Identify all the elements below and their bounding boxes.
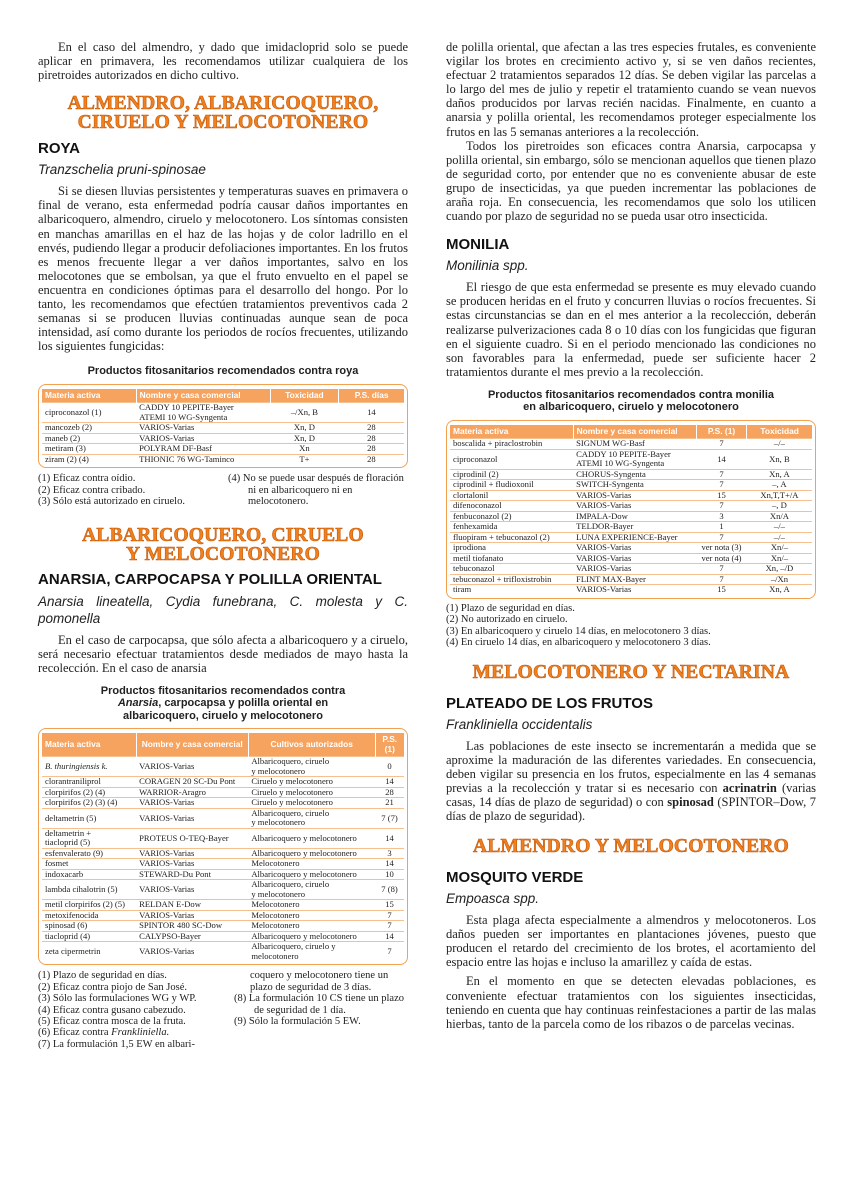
section-title-line1: ALMENDRO, ALBARICOQUERO,	[67, 93, 379, 115]
table-row	[42, 444, 404, 455]
table-row	[42, 787, 404, 798]
table-cell: VARIOS-Varias	[573, 564, 696, 575]
monilia-paragraph: El riesgo de que esta enfermedad se presente es muy elevado cuando se producen heridas en el fruto y concurren lluvias o rocíos frecuentes. Si estas circunstancias se dan en el mes anterior a la recolección, deberán realizarse pulverizaciones cada 8 o 10 días con los fungicidas que figuran en el siguiente cuadro. Si en el periodo mencionado las condiciones no son favorables para la enfermedad, puede ser suficiente hacer 2 tratamientos durante el mes previo a la recolección.	[446, 280, 816, 379]
anarsia-note: (5) Eficaz contra mosca de la fruta.	[38, 1016, 186, 1028]
table-cell: 28	[339, 423, 404, 434]
th-ps: P.S. (1)	[696, 425, 747, 439]
table-cell: VARIOS-Varias	[136, 433, 270, 444]
anarsia-note: (2) Eficaz contra piojo de San José.	[38, 981, 187, 993]
table-cell: Ciruelo y melocotonero	[248, 777, 375, 788]
table-row	[42, 423, 404, 434]
table-cell: Xn, –/D	[747, 564, 812, 575]
table-cell: Melocotonero	[248, 859, 375, 870]
monilia-table	[450, 425, 812, 595]
table-cell: Xn,T,T+/A	[747, 490, 812, 501]
table-cell: tebuconazol + trifloxistrobin	[450, 574, 573, 585]
table-cell: Ciruelo y melocotonero	[248, 787, 375, 798]
th-ps: P.S. días	[339, 389, 404, 403]
table-cell: ciprodinil (2)	[450, 469, 573, 480]
table-cell: VARIOS-Varias	[136, 910, 248, 921]
section-title-line2: CIRUELO Y MELOCOTONERO	[77, 112, 369, 134]
monilia-table-box	[446, 420, 816, 599]
table-cell: deltametrin + tiacloprid (5)	[42, 828, 136, 848]
table-cell: maneb (2)	[42, 433, 136, 444]
pest-title-anarsia: ANARSIA, CARPOCAPSA Y POLILLA ORIENTAL	[38, 570, 382, 588]
table-cell: VARIOS-Varias	[136, 423, 270, 434]
table-cell: 3	[696, 511, 747, 522]
table-row	[450, 490, 812, 501]
table-cell: SWITCH-Syngenta	[573, 480, 696, 491]
table-cell: 7	[696, 501, 747, 512]
table-cell: 7	[375, 921, 404, 932]
table-cell: Albaricoquero y melocotonero	[248, 869, 375, 880]
anarsia-table-title-line2: , carpocapsa y polilla oriental en	[158, 697, 329, 710]
table-cell: ver nota (3)	[696, 543, 747, 554]
table-cell: 7	[375, 910, 404, 921]
table-cell: Melocotonero	[248, 921, 375, 932]
table-cell: 7	[696, 480, 747, 491]
table-cell: –/Xn	[747, 574, 812, 585]
anarsia-note: (3) Sólo las formulaciones WG y WP.	[38, 993, 197, 1005]
table-cell: 1	[696, 522, 747, 533]
table-cell: esfenvalerato (9)	[42, 848, 136, 859]
table-cell: VARIOS-Varias	[573, 501, 696, 512]
table-cell: fosmet	[42, 859, 136, 870]
anarsia-table-box	[38, 728, 408, 965]
table-cell: Xn, B	[747, 449, 812, 469]
intro-paragraph: En el caso del almendro, y dado que imidacloprid solo se puede aplicar en primavera, les recomendamos utilizar cualquiera de los piretroides autorizados en dicho cultivo.	[38, 40, 408, 83]
table-cell: ver nota (4)	[696, 553, 747, 564]
table-cell: VARIOS-Varias	[136, 798, 248, 809]
table-cell: deltametrin (5)	[42, 808, 136, 828]
table-cell: Xn, D	[270, 423, 339, 434]
table-cell: –/–	[747, 439, 812, 450]
table-row	[42, 403, 404, 423]
table-cell: zeta cipermetrin	[42, 942, 136, 962]
right-column	[446, 40, 816, 1031]
table-cell: –/–	[747, 532, 812, 543]
th-nombre: Nombre y casa comercial	[136, 389, 270, 403]
monilia-table-title	[446, 389, 816, 414]
table-cell: iprodiona	[450, 543, 573, 554]
table-row	[450, 574, 812, 585]
table-cell: clorantraniliprol	[42, 777, 136, 788]
table-cell: VARIOS-Varias	[573, 543, 696, 554]
roya-table-title: Productos fitosanitarios recomendados contra roya	[87, 365, 359, 378]
table-cell: WARRIOR-Aragro	[136, 787, 248, 798]
table-cell: IMPALA-Dow	[573, 511, 696, 522]
anarsia-table-title	[38, 685, 408, 723]
roya-table-box	[38, 384, 408, 469]
table-row	[450, 480, 812, 491]
table-cell: 14	[339, 403, 404, 423]
table-cell: 3	[375, 848, 404, 859]
table-cell: 7	[375, 942, 404, 962]
th-cultivos: Cultivos autorizados	[248, 733, 375, 757]
roya-notes	[38, 473, 408, 507]
roya-table-header	[42, 389, 404, 403]
table-row	[42, 777, 404, 788]
table-cell: Xn/–	[747, 553, 812, 564]
table-cell: –/Xn, B	[270, 403, 339, 423]
table-row	[42, 454, 404, 464]
section-title-almendro-albaricoquero	[38, 94, 408, 132]
table-cell: 14	[375, 931, 404, 942]
table-cell: CORAGEN 20 SC-Du Pont	[136, 777, 248, 788]
monilia-note: (2) No autorizado en ciruelo.	[446, 614, 568, 626]
table-row	[450, 564, 812, 575]
table-row	[42, 859, 404, 870]
table-row	[450, 511, 812, 522]
table-cell: Albaricoquero y melocotonero	[248, 828, 375, 848]
table-row	[450, 501, 812, 512]
table-row	[450, 532, 812, 543]
left-column	[38, 40, 408, 1050]
monilia-table-title-line1: Productos fitosanitarios recomendados contra monilia	[487, 388, 775, 401]
table-cell: 15	[375, 900, 404, 911]
table-cell: POLYRAM DF-Basf	[136, 444, 270, 455]
table-row	[42, 848, 404, 859]
anarsia-table	[42, 733, 404, 961]
table-cell: Albaricoquero, ciruelo y melocotonero	[248, 880, 375, 900]
table-cell: Albaricoquero, ciruelo y melocotonero	[248, 808, 375, 828]
table-cell: 15	[696, 585, 747, 595]
table-cell: FLINT MAX-Bayer	[573, 574, 696, 585]
anarsia-note: (8) La formulación 10 CS tiene un plazo de seguridad de 1 día.	[234, 993, 404, 1016]
table-cell: clorpirifos (2) (4)	[42, 787, 136, 798]
piretroides-paragraph: Todos los piretroides son eficaces contra Anarsia, carpocapsa y polilla oriental, sin embargo, sólo se mencionan aquellos que tienen plazo de seguridad corto, por entender que no es conveniente abusar de este grupo de insecticidas, ya que pueden incrementar las poblaciones de araña roja. En consecuencia, les recomendamos que solo los utilicen cuando por plazo de seguridad no se pueda usar otro insecticida.	[446, 138, 816, 224]
table-cell: VARIOS-Varias	[573, 490, 696, 501]
table-cell: 7	[696, 469, 747, 480]
table-cell: metiram (3)	[42, 444, 136, 455]
table-cell: Xn	[270, 444, 339, 455]
scientific-name-anarsia: Anarsia lineatella, Cydia funebrana, C. molesta y C. pomonella	[38, 593, 408, 626]
monilia-note: (1) Plazo de seguridad en días.	[446, 602, 575, 614]
table-row	[42, 757, 404, 777]
table-cell: Albaricoquero y melocotonero	[248, 931, 375, 942]
th-nombre: Nombre y casa comercial	[136, 733, 248, 757]
table-cell: 7 (7)	[375, 808, 404, 828]
table-cell: 14	[375, 828, 404, 848]
table-cell: 28	[339, 433, 404, 444]
table-cell: fluopiram + tebuconazol (2)	[450, 532, 573, 543]
table-cell: 28	[375, 787, 404, 798]
table-cell: B. thuringiensis k.	[42, 757, 136, 777]
table-cell: 28	[339, 454, 404, 464]
anarsia-table-title-line3: albaricoquero, ciruelo y melocotonero	[123, 709, 323, 722]
th-toxicidad: Toxicidad	[270, 389, 339, 403]
table-row	[450, 439, 812, 450]
table-row	[42, 880, 404, 900]
table-cell: metil clorpirifos (2) (5)	[42, 900, 136, 911]
th-toxicidad: Toxicidad	[747, 425, 812, 439]
table-cell: –/–	[747, 522, 812, 533]
table-cell: tiram	[450, 585, 573, 595]
table-row	[42, 808, 404, 828]
table-cell: 7	[696, 574, 747, 585]
anarsia-note: (1) Plazo de seguridad en días.	[38, 970, 167, 982]
table-row	[42, 869, 404, 880]
anarsia-note-text: (6) Eficaz contra	[38, 1027, 112, 1039]
table-cell: VARIOS-Varias	[136, 808, 248, 828]
table-cell: clortalonil	[450, 490, 573, 501]
table-cell: PROTEUS O-TEQ-Bayer	[136, 828, 248, 848]
scientific-name-plateado: Frankliniella occidentalis	[446, 716, 593, 732]
anarsia-note: (4) Eficaz contra gusano cabezudo.	[38, 1004, 186, 1016]
table-cell: Melocotonero	[248, 900, 375, 911]
monilia-note: (3) En albaricoquero y ciruelo 14 días, en melocotonero 3 días.	[446, 625, 711, 637]
table-cell: Xn, A	[747, 585, 812, 595]
table-cell: 14	[375, 859, 404, 870]
table-cell: VARIOS-Varias	[573, 553, 696, 564]
table-cell: Albaricoquero y melocotonero	[248, 848, 375, 859]
table-row	[42, 921, 404, 932]
pest-title-mosquito-verde: MOSQUITO VERDE	[446, 869, 584, 887]
table-cell: metil tiofanato	[450, 553, 573, 564]
table-cell: lambda cihalotrin (5)	[42, 880, 136, 900]
table-cell: 7	[696, 532, 747, 543]
mosquito-paragraph-2: En el momento en que se detecten elevadas poblaciones, es conveniente efectuar tratamientos con los siguientes insecticidas, teniendo en cuenta que hay continuas reinfestaciones a partir de las malas hierbas, tanto de la parcela como de los ribazos o de parcelas vecinas.	[446, 974, 816, 1031]
roya-note: (1) Eficaz contra oídio.	[38, 473, 136, 485]
plateado-text-a: Las poblaciones de este insecto se incrementarán a medida que se aproxime la maduración de las diferentes variedades. En consecuencia, deben vigilar su presencia en los frutos, especialmente en las 4 semanas previas a la recolección y tratar si es necesario con	[446, 738, 816, 795]
th-materia: Materia activa	[42, 389, 136, 403]
table-cell: VARIOS-Varias	[136, 880, 248, 900]
table-cell: Albaricoquero, ciruelo y melocotonero	[248, 942, 375, 962]
anarsia-note: (7) La formulación 1,5 EW en albari-	[38, 1038, 195, 1050]
table-cell: TELDOR-Bayer	[573, 522, 696, 533]
table-cell: 10	[375, 869, 404, 880]
table-row	[450, 522, 812, 533]
table-row	[42, 828, 404, 848]
th-nombre: Nombre y casa comercial	[573, 425, 696, 439]
roya-note: (2) Eficaz contra cribado.	[38, 484, 146, 496]
table-row	[42, 798, 404, 809]
section-title-melocotonero-nectarina: MELOCOTONERO Y NECTARINA	[472, 661, 790, 683]
table-cell: boscalida + piraclostrobin	[450, 439, 573, 450]
table-cell: T+	[270, 454, 339, 464]
monilia-notes	[446, 603, 816, 649]
table-cell: THIONIC 76 WG-Taminco	[136, 454, 270, 464]
table-cell: VARIOS-Varias	[136, 848, 248, 859]
table-cell: SPINTOR 480 SC-Dow	[136, 921, 248, 932]
table-cell: fenhexamida	[450, 522, 573, 533]
table-cell: mancozeb (2)	[42, 423, 136, 434]
table-cell: spinosad (6)	[42, 921, 136, 932]
anarsia-note: (9) Sólo la formulación 5 EW.	[234, 1016, 361, 1028]
table-cell: 7	[696, 564, 747, 575]
roya-note: (4) No se puede usar después de floración ni en albaricoquero ni en melocotonero.	[228, 473, 404, 508]
plateado-bold-acrinatrin: acrinatrin	[722, 780, 777, 795]
table-row	[42, 942, 404, 962]
th-materia: Materia activa	[42, 733, 136, 757]
table-cell: VARIOS-Varias	[136, 859, 248, 870]
table-cell: Albaricoquero, ciruelo y melocotonero	[248, 757, 375, 777]
table-row	[42, 900, 404, 911]
anarsia-note: coquero y melocotonero tiene un plazo de seguridad de 3 días.	[250, 970, 389, 993]
table-cell: STEWARD-Du Pont	[136, 869, 248, 880]
roya-note: (3) Sólo está autorizado en ciruelo.	[38, 496, 185, 508]
table-cell: 14	[696, 449, 747, 469]
plateado-bold-spinosad: spinosad	[667, 794, 714, 809]
table-cell: Xn/A	[747, 511, 812, 522]
anarsia-table-header	[42, 733, 404, 757]
pest-title-roya: ROYA	[38, 140, 80, 158]
table-cell: tebuconazol	[450, 564, 573, 575]
table-cell: ziram (2) (4)	[42, 454, 136, 464]
plateado-paragraph	[446, 739, 816, 824]
table-cell: –, D	[747, 501, 812, 512]
table-cell: 7 (8)	[375, 880, 404, 900]
table-cell: fenbuconazol (2)	[450, 511, 573, 522]
pest-title-plateado: PLATEADO DE LOS FRUTOS	[446, 694, 653, 712]
anarsia-table-title-italic: Anarsia	[117, 697, 159, 710]
table-row	[450, 449, 812, 469]
plateado-text-c: (SPINTOR–Dow, 7 días de plazo de seguridad).	[446, 794, 816, 823]
table-cell: LUNA EXPERIENCE-Bayer	[573, 532, 696, 543]
table-row	[450, 469, 812, 480]
table-cell: CHORUS-Syngenta	[573, 469, 696, 480]
table-cell: CADDY 10 PEPITE-Bayer ATEMI 10 WG-Syngenta	[573, 449, 696, 469]
th-ps: P.S. (1)	[375, 733, 404, 757]
table-cell: VARIOS-Varias	[136, 942, 248, 962]
table-cell: SIGNUM WG-Basf	[573, 439, 696, 450]
table-cell: 15	[696, 490, 747, 501]
pest-title-monilia: MONILIA	[446, 236, 510, 254]
table-cell: 28	[339, 444, 404, 455]
table-cell: Xn/–	[747, 543, 812, 554]
mosquito-paragraph-1: Esta plaga afecta especialmente a almendros y melocotoneros. Los daños pueden ser importantes en plantaciones jóvenes, puesto que producen el retardo del crecimiento de los brotes, el acortamiento del espacio entre las hojas e incluso la amarillez y caída de estas.	[446, 913, 816, 970]
th-materia: Materia activa	[450, 425, 573, 439]
monilia-table-header	[450, 425, 812, 439]
section-title-line1: ALBARICOQUERO, CIRUELO	[82, 524, 364, 546]
table-row	[42, 910, 404, 921]
table-row	[42, 433, 404, 444]
monilia-note: (4) En ciruelo 14 días, en albaricoquero y melocotonero 3 días.	[446, 637, 711, 649]
table-row	[450, 585, 812, 595]
table-cell: Xn, D	[270, 433, 339, 444]
section-title-almendro-melocotonero: ALMENDRO Y MELOCOTONERO	[473, 836, 789, 858]
table-cell: ciproconazol (1)	[42, 403, 136, 423]
table-cell: 7	[696, 439, 747, 450]
roya-paragraph: Si se diesen lluvias persistentes y temperaturas suaves en primavera o final de verano, esta enfermedad podría causar daños importantes en albaricoquero, almendro, ciruelo y melocotonero. Los síntomas consisten en manchas amarillas en el haz de las hojas y de color ladrillo en el envés, pudiendo llegar a producir defoliaciones importantes. En los frutos es menos frecuente llegar a ver daños importantes, salvo en los melocotones que se embolsan, ya que el fruto envuelto en el papel se encuentra en condiciones óptimas para el desarrollo del hongo. Por lo tanto, les recomendamos que efectúen tratamientos preventivos cada 2 semanas si se producen lluvias continuadas aunque sean de poca intensidad, así como durante los periodos de rocíos frecuentes, utilizando los siguientes fungicidas:	[38, 184, 408, 354]
table-cell: VARIOS-Varias	[573, 585, 696, 595]
table-cell: 14	[375, 777, 404, 788]
table-cell: Xn, A	[747, 469, 812, 480]
section-title-albaricoquero-ciruelo	[38, 526, 408, 564]
table-cell: indoxacarb	[42, 869, 136, 880]
table-cell: clorpirifos (2) (3) (4)	[42, 798, 136, 809]
roya-table	[42, 389, 404, 465]
anarsia-notes	[38, 970, 408, 1050]
table-cell: CADDY 10 PEPITE-Bayer ATEMI 10 WG-Syngenta	[136, 403, 270, 423]
scientific-name-roya: Tranzschelia pruni-spinosae	[38, 162, 206, 178]
anarsia-note	[38, 1027, 234, 1038]
table-cell: 0	[375, 757, 404, 777]
anarsia-note-italic: Frankliniella.	[111, 1027, 170, 1039]
table-cell: tiacloprid (4)	[42, 931, 136, 942]
table-cell: VARIOS-Varias	[136, 757, 248, 777]
table-row	[42, 931, 404, 942]
table-cell: metoxifenocida	[42, 910, 136, 921]
table-row	[450, 543, 812, 554]
table-cell: difenoconazol	[450, 501, 573, 512]
table-cell: ciprodinil + fludioxonil	[450, 480, 573, 491]
anarsia-table-title-line1: Productos fitosanitarios recomendados contra	[100, 684, 346, 697]
table-cell: ciproconazol	[450, 449, 573, 469]
table-cell: Melocotonero	[248, 910, 375, 921]
table-cell: Ciruelo y melocotonero	[248, 798, 375, 809]
section-title-line2: Y MELOCOTONERO	[125, 543, 321, 565]
anarsia-paragraph: En el caso de carpocapsa, que sólo afecta a albaricoquero y a ciruelo, será necesario efectuar tratamientos desde mediados de mayo hasta la recolección. En el caso de anarsia	[38, 632, 408, 675]
continuation-paragraph: de polilla oriental, que afectan a las tres especies frutales, es conveniente vigilar los brotes en crecimiento activo y, si se ven daños recientes, efectuar 2 tratamientos separados 12 días. Se deben vigilar las parcelas a lo largo del mes de julio y repetir el tratamiento cuando se vean nuevos daños producidos por larvas recién nacidas. Finalmente, en cuanto a anarsia y polilla oriental, les recomendamos proteger especialmente los frutos en las 5 semanas anteriores a la recolección.	[446, 40, 816, 139]
scientific-name-monilia: Monilinia spp.	[446, 258, 529, 274]
table-row	[450, 553, 812, 564]
scientific-name-mosquito: Empoasca spp.	[446, 891, 540, 907]
table-cell: 21	[375, 798, 404, 809]
table-cell: CALYPSO-Bayer	[136, 931, 248, 942]
table-cell: RELDAN E-Dow	[136, 900, 248, 911]
monilia-table-title-line2: en albaricoquero, ciruelo y melocotonero	[523, 401, 739, 414]
table-cell: –, A	[747, 480, 812, 491]
plateado-text-b: (varias casas, 14 días de plazo de seguridad) o con	[446, 780, 816, 809]
